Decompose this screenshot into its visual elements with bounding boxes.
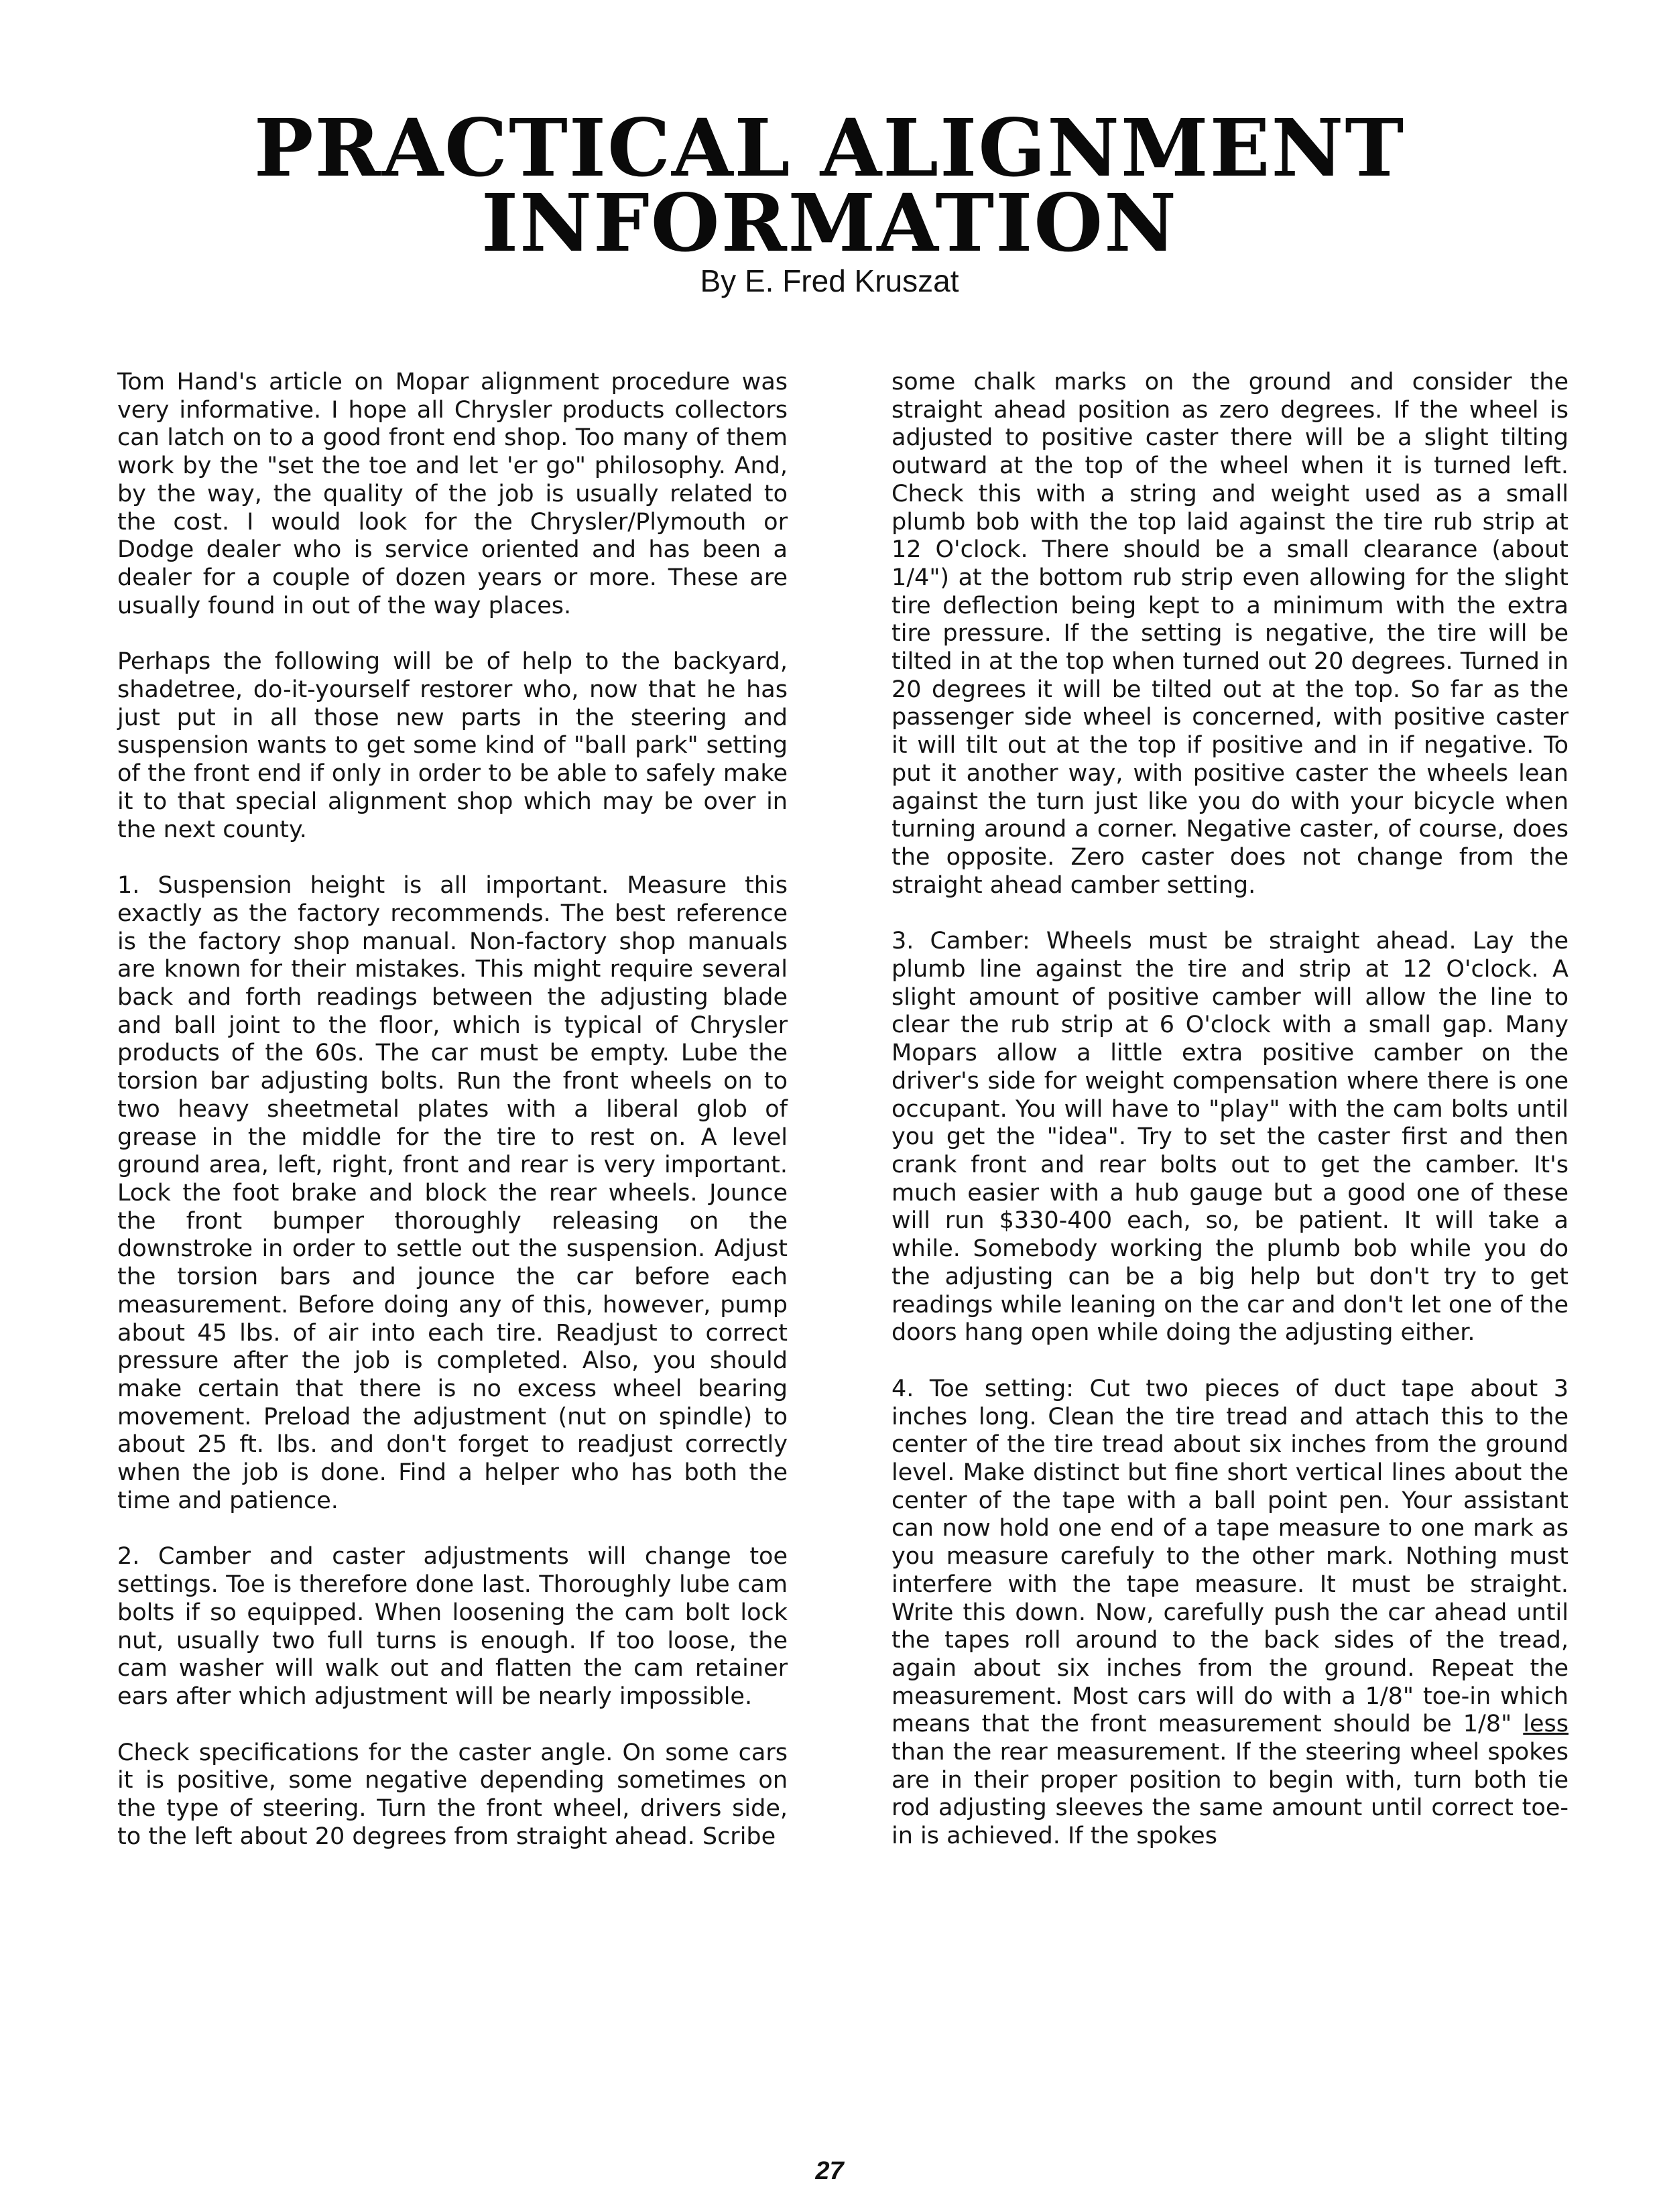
article-title-line-2: INFORMATION [481, 176, 1178, 269]
page-number: 27 [815, 2157, 844, 2185]
paragraph-step-3-camber: 3. Camber: Wheels must be straight ahead. Lay the plumb line against the tire and strip at 12 O'clock. A slight amount of positive camber will allow the line to clear the rub strip at 6 O'clock with a small gap. Many Mopars allow a little extra positive camber on the driver's side for weight compensation where there is one occupant. You will have to "play" with the cam bolts until you get the "idea". Try to set the caster first and then crank front and rear bolts out to get the camber. It's much easier with a hub gauge but a good one of these will run $330-400 each, so, be patient. It will take a while. Somebody working the plumb bob while you do the adjusting can be a big help but don't try to get readings while leaning on the car and don't let one of the doors hang open while doing the adjusting either. [892, 928, 1569, 1347]
paragraph-caster-spec: Check specifications for the caster angle. On some cars it is positive, some negative depending sometimes on the type of steering. Turn the front wheel, drivers side, to the left about 20 degrees from straight ahead. Scribe [117, 1739, 788, 1850]
paragraph-caster-check: some chalk marks on the ground and consider the straight ahead position as zero degrees. If the wheel is adjusted to positive caster there will be a slight tilting outward at the top of the wheel when it is turned left. Check this with a string and weight used as a small plumb bob with the top laid against the tire rub strip at 12 O'clock. There should be a small clearance (about 1/4") at the bottom rub strip even allowing for the slight tire deflection being kept to a minimum with the extra tire pressure. If the setting is negative, the tire will be tilted in at the top when turned out 20 degrees. Turned in 20 degrees it will be tilted out at the top. So far as the passenger side wheel is concerned, with positive caster it will tilt out at the top if positive and in if negative. To put it another way, with positive caster the wheels lean against the turn just like you do with your bicycle when turning around a corner. Negative caster, of course, does the opposite. Zero caster does not change from the straight ahead camber setting. [892, 369, 1569, 899]
paragraph-step-1-suspension-height: 1. Suspension height is all important. Measure this exactly as the factory recommends. The best reference is the factory shop manual. Non-factory shop manuals are known for their mistakes. This might require several back and forth readings between the adjusting blade and ball joint to the floor, which is typical of Chrysler products of the 60s. The car must be empty. Lube the torsion bar adjusting bolts. Run the front wheels on to two heavy sheetmetal plates with a liberal glob of grease in the middle for the tire to rest on. A level ground area, left, right, front and rear is very important. Lock the foot brake and block the rear wheels. Jounce the front bumper thoroughly releasing on the downstroke in order to settle out the suspension. Adjust the torsion bars and jounce the car before each measurement. Before doing any of this, however, pump about 45 lbs. of air into each tire. Readjust to correct pressure after the job is completed. Also, you should make certain that there is no excess wheel bearing movement. Preload the adjustment (nut on spindle) to about 25 ft. lbs. and don't forget to readjust correctly when the job is done. Find a helper who has both the time and patience. [117, 872, 788, 1514]
article-title-line-1: PRACTICAL ALIGNMENT [253, 101, 1406, 194]
toe-text-underlined: less [1523, 1711, 1569, 1738]
toe-text-before: 4. Toe setting: Cut two pieces of duct tape about 3 inches long. Clean the tire tread and attach this to the center of the tire tread about six inches from the ground level. Make distinct but fine short vertical lines about the center of the tape with a ball point pen. Your assistant can now hold one end of a tape measure to one mark as you measure carefuly to the other mark. Nothing must interfere with the tape measure. It must be straight. Write this down. Now, carefully push the car ahead until the tapes roll around to the back sides of the tread, again about six inches from the ground. Repeat the measurement. Most cars will do with a 1/8" toe-in which means that the front measurement should be 1/8" [892, 1375, 1569, 1738]
toe-text-after: than the rear measurement. If the steering wheel spokes are in their proper position to begin with, turn both tie rod adjusting sleeves the same amount until correct toe-in is achieved. If the spokes [892, 1739, 1569, 1850]
paragraph-step-4-toe-setting [892, 1375, 1569, 1851]
right-column [892, 369, 1569, 1879]
article-title [0, 101, 1659, 269]
paragraph-step-2-camber-caster: 2. Camber and caster adjustments will change toe settings. Toe is therefore done last. Thoroughly lube cam bolts if so equipped. When loosening the cam bolt lock nut, usually two full turns is enough. If too loose, the cam washer will walk out and flatten the cam retainer ears after which adjustment will be nearly impossible. [117, 1543, 788, 1710]
paragraph-intro: Tom Hand's article on Mopar alignment procedure was very informative. I hope all Chrysler products collectors can latch on to a good front end shop. Too many of them work by the "set the toe and let 'er go" philosophy. And, by the way, the quality of the job is usually related to the cost. I would look for the Chrysler/Plymouth or Dodge dealer who is service oriented and has been a dealer for a couple of dozen years or more. These are usually found in out of the way places. [117, 369, 788, 619]
paragraph-purpose: Perhaps the following will be of help to the backyard, shadetree, do-it-yourself restorer who, now that he has just put in all those new parts in the steering and suspension wants to get some kind of "ball park" setting of the front end if only in order to be able to safely make it to that special alignment shop which may be over in the next county. [117, 648, 788, 843]
article-byline: By E. Fred Kruszat [700, 263, 959, 298]
left-column [117, 369, 788, 1879]
